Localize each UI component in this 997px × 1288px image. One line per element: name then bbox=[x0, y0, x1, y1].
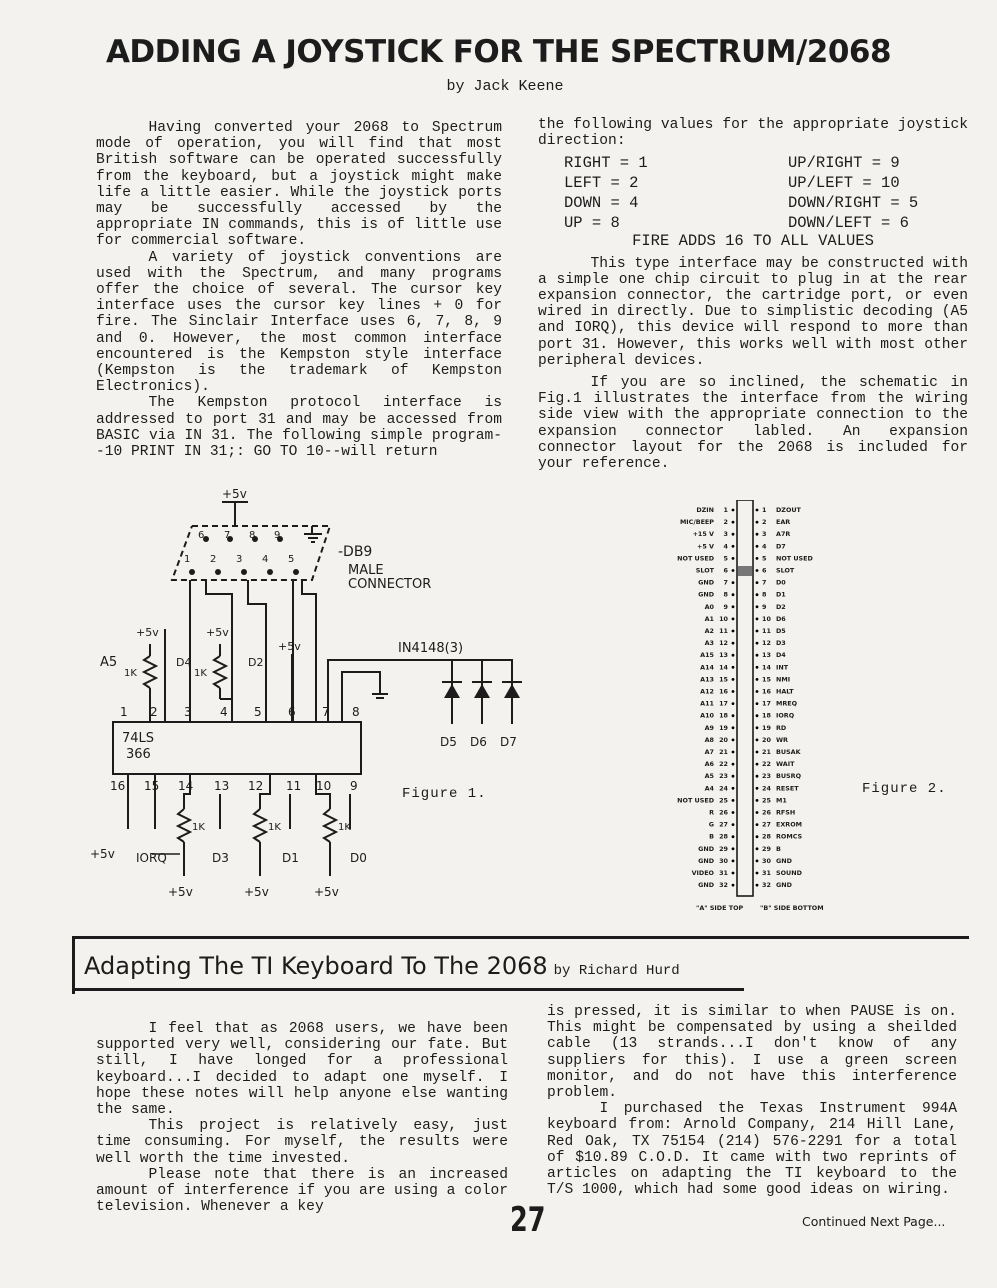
pin-number-b: 23 bbox=[762, 772, 771, 781]
pin-number-a: 10 bbox=[719, 614, 728, 623]
pin-dot bbox=[756, 714, 759, 717]
signal-label: A5 bbox=[100, 655, 118, 670]
pin-label-b: D1 bbox=[776, 590, 786, 599]
pin-number-a: 5 bbox=[723, 554, 728, 563]
pin-dot bbox=[756, 642, 759, 645]
pin-label-b: D0 bbox=[776, 578, 786, 587]
diode-output: D5 bbox=[440, 735, 457, 749]
supply-label: +5v bbox=[136, 626, 159, 639]
pin-dot bbox=[756, 823, 759, 826]
pin-dot bbox=[756, 860, 759, 863]
pin-label-b: D6 bbox=[776, 614, 786, 623]
pin-dot bbox=[756, 775, 759, 778]
pin-label-b: RESET bbox=[776, 784, 799, 793]
figure2-caption: Figure 2. bbox=[862, 781, 947, 797]
pin-dot bbox=[732, 884, 735, 887]
pin-dot bbox=[756, 569, 759, 572]
chip-pin: 3 bbox=[184, 705, 192, 719]
article1-right-column bbox=[538, 117, 968, 472]
pin-number-a: 11 bbox=[719, 627, 728, 635]
pin-number-a: 23 bbox=[719, 772, 728, 781]
pin-dot bbox=[732, 593, 735, 596]
pin-number-a: 9 bbox=[723, 602, 728, 611]
chip-name: 74LS bbox=[122, 731, 155, 746]
fire-note: FIRE ADDS 16 TO ALL VALUES bbox=[632, 232, 874, 251]
signal-label: D2 bbox=[248, 656, 264, 669]
pin-dot bbox=[732, 630, 735, 633]
chip-pin: 12 bbox=[248, 779, 264, 793]
pin-label-b: GND bbox=[776, 881, 792, 890]
pin-dot bbox=[732, 751, 735, 754]
section-rule bbox=[72, 936, 75, 994]
pin-dot bbox=[732, 726, 735, 729]
pin-number-b: 2 bbox=[762, 518, 767, 527]
paragraph: This type interface may be constructed with a simple one chip circuit to plug in at the rear expansion connector, the cartridge port, or even wired in directly. Due to simplistic decoding (A5 and IORQ), this device will respond to more than port 31. However, this works well with most other peripheral devices. bbox=[538, 255, 968, 369]
supply-label: +5v bbox=[314, 885, 339, 899]
connector-label: CONNECTOR bbox=[348, 577, 432, 592]
resistor-label: 1K bbox=[192, 822, 205, 833]
pin-number-b: 11 bbox=[762, 627, 771, 635]
pin-number-b: 6 bbox=[762, 566, 767, 575]
pin-number-a: 13 bbox=[719, 651, 728, 660]
pin-number-a: 18 bbox=[719, 711, 728, 720]
pin-number-a: 30 bbox=[719, 856, 728, 865]
chip-pin: 11 bbox=[286, 779, 302, 793]
pin-number-b: 27 bbox=[762, 820, 771, 829]
pin-number-b: 19 bbox=[762, 723, 771, 732]
pin-dot bbox=[732, 654, 735, 657]
pin-dot bbox=[732, 678, 735, 681]
signal-label: D1 bbox=[282, 851, 299, 865]
pin-label-a: VIDEO bbox=[691, 869, 714, 877]
pin-dot bbox=[732, 702, 735, 705]
pin-dot bbox=[756, 533, 759, 536]
pin-label-b: BUSRQ bbox=[776, 772, 802, 781]
chip-pin: 16 bbox=[110, 779, 126, 793]
pin-label-a: A7 bbox=[704, 748, 714, 756]
pin-label-a: R bbox=[709, 808, 714, 817]
pin-label-b: WAIT bbox=[776, 760, 795, 769]
pin-label-a: GND bbox=[698, 590, 714, 599]
pin-label-b: A7R bbox=[776, 530, 791, 539]
pin-label-a: GND bbox=[698, 844, 714, 853]
pin-number-b: 20 bbox=[762, 735, 771, 744]
resistor-label: 1K bbox=[268, 822, 281, 833]
pin-dot bbox=[732, 642, 735, 645]
pin-dot bbox=[732, 799, 735, 802]
supply-label: +5v bbox=[90, 847, 115, 861]
pin-label-a: A0 bbox=[704, 602, 714, 611]
paragraph: I purchased the Texas Instrument 994A keyboard from: Arnold Company, 214 Hill Lane, Red Oak, TX 75154 (214) 576-2291 for a total of $10.89 C.O.D. It came with two reprints of articles on adapting the TI keyboard to the T/S 1000, which had some good ideas on wiring. bbox=[547, 1101, 957, 1199]
pin-number-a: 14 bbox=[719, 663, 728, 672]
paragraph: is pressed, it is similar to when PAUSE is on. This might be compensated by using a sheilded cable (13 strands...I don't know of any suppliers for this). I use a green screen monitor, and do not have this interference problem. bbox=[547, 1004, 957, 1102]
figure1-caption: Figure 1. bbox=[402, 786, 487, 802]
pin-label-a: G bbox=[708, 820, 714, 829]
pin-dot bbox=[732, 666, 735, 669]
pin-dot bbox=[756, 847, 759, 850]
article2-header bbox=[76, 944, 776, 988]
pin-dot bbox=[732, 509, 735, 512]
direction-row: UP = 8 DOWN/LEFT = 6 bbox=[564, 214, 909, 233]
pin-dot bbox=[732, 521, 735, 524]
pin-label-b: D7 bbox=[776, 542, 786, 551]
figure1-schematic bbox=[80, 484, 560, 914]
pin-dot bbox=[732, 835, 735, 838]
pin-number-a: 22 bbox=[719, 760, 728, 769]
chip-pin: 1 bbox=[120, 705, 128, 719]
pin-number-b: 32 bbox=[762, 881, 771, 890]
chip-pin: 2 bbox=[150, 705, 158, 719]
pin-label-a: +15 V bbox=[692, 530, 714, 539]
paragraph: Please note that there is an increased amount of interference if you are using a color television. Whenever a key bbox=[96, 1166, 508, 1216]
pin-label-b: NOT USED bbox=[776, 554, 813, 563]
pin-label-a: A3 bbox=[704, 639, 714, 648]
supply-label: +5v bbox=[244, 885, 269, 899]
pin-label-b: INT bbox=[776, 663, 789, 672]
supply-label: +5v bbox=[168, 885, 193, 899]
pin-number-b: 22 bbox=[762, 760, 771, 769]
pin-dot bbox=[756, 654, 759, 657]
figure2-connector-layout bbox=[640, 500, 850, 924]
pin-dot bbox=[756, 884, 759, 887]
supply-label: +5v bbox=[222, 487, 247, 501]
pin-number-b: 24 bbox=[762, 784, 771, 793]
chip-pin: 8 bbox=[352, 705, 360, 719]
pin-label-b: EXROM bbox=[776, 820, 803, 829]
pin-label-a: B bbox=[709, 832, 714, 841]
pin-number-b: 31 bbox=[762, 869, 771, 877]
pin-label-b: MREQ bbox=[776, 699, 798, 708]
pin-dot bbox=[732, 545, 735, 548]
connector-label: MALE bbox=[348, 563, 384, 578]
db9-pin-label: 3 bbox=[236, 554, 243, 565]
pin-dot bbox=[732, 569, 735, 572]
paragraph: The Kempston protocol interface is addressed to port 31 and may be accessed from BASIC via IN 31. The following simple program--10 PRINT IN 31;: GO TO 10--will return bbox=[96, 395, 502, 461]
chip-pin: 13 bbox=[214, 779, 230, 793]
pin-number-a: 6 bbox=[723, 566, 728, 575]
db9-pin-label: 7 bbox=[224, 530, 231, 541]
pin-label-b: B bbox=[776, 844, 781, 853]
db9-pin-label: 9 bbox=[274, 530, 281, 541]
pin-number-b: 17 bbox=[762, 699, 771, 708]
db9-pin-label: 8 bbox=[249, 530, 256, 541]
pin-dot bbox=[756, 726, 759, 729]
pin-label-a: +5 V bbox=[697, 542, 714, 551]
chip-pin: 7 bbox=[322, 705, 330, 719]
signal-label: D4 bbox=[176, 656, 192, 669]
pin-dot bbox=[756, 811, 759, 814]
chip-pin: 9 bbox=[350, 779, 358, 793]
pin-label-a: NOT USED bbox=[677, 554, 714, 563]
pin-label-a: A4 bbox=[704, 784, 714, 793]
pin-dot bbox=[756, 702, 759, 705]
article2-title: Adapting The TI Keyboard To The 2068 by Richard Hurd bbox=[84, 952, 680, 980]
chip-pin: 14 bbox=[178, 779, 194, 793]
pin-label-b: ROMCS bbox=[776, 832, 803, 841]
direction-row: DOWN = 4 DOWN/RIGHT = 5 bbox=[564, 194, 919, 213]
chip-pin: 15 bbox=[144, 779, 160, 793]
pin-dot bbox=[756, 678, 759, 681]
pin-dot bbox=[756, 751, 759, 754]
pin-number-a: 21 bbox=[719, 748, 728, 756]
pin-number-b: 1 bbox=[762, 506, 767, 514]
section-rule bbox=[72, 936, 969, 939]
pin-label-b: M1 bbox=[776, 796, 787, 805]
direction-table bbox=[538, 153, 968, 233]
article2-right-column bbox=[547, 1004, 957, 1198]
article2-left-column bbox=[96, 1021, 508, 1215]
supply-label: +5v bbox=[278, 640, 301, 653]
pin-number-a: 16 bbox=[719, 687, 728, 696]
paragraph: I feel that as 2068 users, we have been supported very well, considering our fate. But still, I have longed for a professional keyboard...I decided to adapt one myself. I hope these notes will help anyone else wanting the same. bbox=[96, 1021, 508, 1119]
signal-label: IORQ bbox=[136, 851, 167, 865]
resistor-label: 1K bbox=[124, 668, 137, 679]
pin-dot bbox=[756, 593, 759, 596]
pin-dot bbox=[756, 605, 759, 608]
paragraph: the following values for the appropriate joystick direction: bbox=[538, 117, 968, 150]
pin-dot bbox=[756, 618, 759, 621]
chip-pin: 4 bbox=[220, 705, 228, 719]
pin-dot bbox=[732, 581, 735, 584]
pin-dot bbox=[756, 690, 759, 693]
resistor-label: 1K bbox=[338, 822, 351, 833]
pin-number-b: 28 bbox=[762, 832, 771, 841]
supply-label: +5v bbox=[206, 626, 229, 639]
pin-dot bbox=[756, 630, 759, 633]
pin-number-a: 26 bbox=[719, 808, 728, 817]
pin-label-b: D3 bbox=[776, 639, 786, 648]
diode-output: D7 bbox=[500, 735, 517, 749]
pin-dot bbox=[756, 521, 759, 524]
pin-number-a: 29 bbox=[719, 844, 728, 853]
section-rule bbox=[72, 988, 744, 991]
pin-label-a: NOT USED bbox=[677, 796, 714, 805]
pin-number-b: 13 bbox=[762, 651, 771, 660]
article-title: ADDING A JOYSTICK FOR THE SPECTRUM/2068 bbox=[105, 34, 892, 70]
pin-number-a: 20 bbox=[719, 735, 728, 744]
pin-label-b: D2 bbox=[776, 602, 786, 611]
pin-number-b: 30 bbox=[762, 856, 771, 865]
pin-label-a: A14 bbox=[700, 663, 714, 672]
pin-number-a: 12 bbox=[719, 639, 728, 648]
db9-pin-label: 4 bbox=[262, 554, 269, 565]
pin-number-b: 16 bbox=[762, 687, 771, 696]
db9-pin-label: 6 bbox=[198, 530, 205, 541]
article-byline: by Jack Keene bbox=[446, 78, 564, 95]
pin-label-b: IORQ bbox=[776, 711, 795, 720]
pin-label-a: GND bbox=[698, 578, 714, 587]
side-b-label: "B" SIDE BOTTOM bbox=[760, 904, 824, 912]
pin-dot bbox=[732, 787, 735, 790]
pin-dot bbox=[756, 557, 759, 560]
pin-label-a: GND bbox=[698, 881, 714, 890]
pin-dot bbox=[732, 872, 735, 875]
pin-dot bbox=[732, 557, 735, 560]
pin-number-b: 21 bbox=[762, 748, 771, 756]
diode-label: IN4148(3) bbox=[398, 641, 464, 656]
pin-label-b: SLOT bbox=[776, 566, 795, 575]
pin-dot bbox=[756, 763, 759, 766]
direction-row: RIGHT = 1 UP/RIGHT = 9 bbox=[564, 154, 900, 173]
pin-number-a: 15 bbox=[719, 675, 728, 684]
pin-number-a: 25 bbox=[719, 796, 728, 805]
pin-label-b: GND bbox=[776, 856, 792, 865]
pin-number-a: 2 bbox=[723, 518, 728, 527]
signal-label: D3 bbox=[212, 851, 229, 865]
paragraph: If you are so inclined, the schematic in Fig.1 illustrates the interface from the wiring side view with the appropriate connection to the expansion connector labled. An expansion connector layout for the 2068 is included for your reference. bbox=[538, 375, 968, 473]
pin-label-b: HALT bbox=[776, 687, 794, 696]
pin-number-a: 1 bbox=[723, 506, 728, 514]
chip-pin: 6 bbox=[288, 705, 296, 719]
pin-dot bbox=[756, 666, 759, 669]
pin-label-b: WR bbox=[776, 735, 788, 744]
pin-label-a: A5 bbox=[704, 772, 714, 781]
pin-dot bbox=[756, 835, 759, 838]
pin-label-a: A15 bbox=[700, 651, 714, 660]
paragraph: A variety of joystick conventions are used with the Spectrum, and many programs offer the choice of several. The cursor key interface uses the cursor key lines + 0 for fire. The Sinclair Interface uses 6, 7, 8, 9 and 0. However, the most common interface encountered is the Kempston style interface (Kempston is the trademark of Kempston Electronics). bbox=[96, 249, 502, 396]
pin-label-b: DZOUT bbox=[776, 506, 801, 514]
pin-label-b: RD bbox=[776, 723, 787, 732]
pin-number-a: 17 bbox=[719, 699, 728, 708]
pin-dot bbox=[732, 533, 735, 536]
db9-pin-label: 5 bbox=[288, 554, 295, 565]
chip-number: 366 bbox=[126, 747, 151, 762]
pin-dot bbox=[756, 739, 759, 742]
pin-label-b: D4 bbox=[776, 651, 786, 660]
pin-label-b: NMI bbox=[776, 675, 791, 684]
pin-number-a: 24 bbox=[719, 784, 728, 793]
pin-dot bbox=[756, 787, 759, 790]
pin-number-a: 7 bbox=[723, 578, 728, 587]
diode-output: D6 bbox=[470, 735, 487, 749]
pin-label-b: SOUND bbox=[776, 869, 802, 877]
pin-dot bbox=[732, 860, 735, 863]
pin-number-b: 5 bbox=[762, 554, 767, 563]
pin-number-b: 9 bbox=[762, 602, 767, 611]
pin-label-a: A1 bbox=[704, 614, 714, 623]
pin-dot bbox=[732, 847, 735, 850]
pin-number-b: 15 bbox=[762, 675, 771, 684]
pin-label-a: A10 bbox=[700, 711, 714, 720]
pin-label-a: A11 bbox=[700, 699, 714, 708]
pin-number-a: 19 bbox=[719, 723, 728, 732]
db9-pin-label: 2 bbox=[210, 554, 217, 565]
pin-number-b: 3 bbox=[762, 530, 767, 539]
pin-number-b: 4 bbox=[762, 542, 767, 551]
article2-byline: by Richard Hurd bbox=[553, 963, 680, 979]
pin-dot bbox=[732, 739, 735, 742]
pin-number-b: 8 bbox=[762, 590, 767, 599]
pin-number-a: 32 bbox=[719, 881, 728, 890]
connector-label: -DB9 bbox=[338, 544, 373, 560]
pin-number-b: 26 bbox=[762, 808, 771, 817]
pin-label-a: SLOT bbox=[695, 566, 714, 575]
resistor-label: 1K bbox=[194, 668, 207, 679]
pin-dot bbox=[732, 714, 735, 717]
pin-dot bbox=[732, 763, 735, 766]
pin-label-a: A2 bbox=[704, 627, 714, 635]
pin-label-a: A12 bbox=[700, 687, 714, 696]
pin-dot bbox=[732, 811, 735, 814]
pin-number-b: 14 bbox=[762, 663, 771, 672]
pin-dot bbox=[756, 581, 759, 584]
pin-number-a: 27 bbox=[719, 820, 728, 829]
pin-number-a: 3 bbox=[723, 530, 728, 539]
db9-pin-label: 1 bbox=[184, 554, 191, 565]
page-number: 27 bbox=[510, 1200, 546, 1240]
pin-number-b: 10 bbox=[762, 614, 771, 623]
pin-label-a: GND bbox=[698, 856, 714, 865]
pin-number-a: 8 bbox=[723, 590, 728, 599]
pin-label-a: A8 bbox=[704, 735, 714, 744]
pin-number-b: 12 bbox=[762, 639, 771, 648]
chip-pin: 10 bbox=[316, 779, 332, 793]
pin-number-b: 18 bbox=[762, 711, 771, 720]
pin-label-a: A9 bbox=[704, 723, 714, 732]
pin-label-a: MIC/BEEP bbox=[679, 518, 714, 527]
paragraph: Having converted your 2068 to Spectrum mode of operation, you will find that most British software can be operated successfully from the keyboard, but a joystick might make life a little easier. While the joystick ports may be successfully accessed by the appropriate IN commands, this is of little use for commercial software. bbox=[96, 120, 502, 250]
pin-dot bbox=[732, 775, 735, 778]
pin-dot bbox=[732, 690, 735, 693]
pin-number-a: 4 bbox=[723, 542, 728, 551]
pin-label-b: BUSAK bbox=[776, 748, 801, 756]
direction-row: LEFT = 2 UP/LEFT = 10 bbox=[564, 174, 900, 193]
pin-label-a: DZIN bbox=[696, 506, 714, 514]
pin-dot bbox=[756, 872, 759, 875]
article1-left-column bbox=[96, 120, 502, 460]
signal-label: D0 bbox=[350, 851, 367, 865]
pin-label-a: A13 bbox=[700, 675, 714, 684]
pin-dot bbox=[756, 799, 759, 802]
pin-number-a: 31 bbox=[719, 869, 728, 877]
paragraph: This project is relatively easy, just time consuming. For myself, the results were well worth the time invested. bbox=[96, 1118, 508, 1167]
pin-dot bbox=[756, 509, 759, 512]
pin-number-b: 25 bbox=[762, 796, 771, 805]
pin-label-b: RFSH bbox=[776, 808, 796, 817]
pin-number-b: 29 bbox=[762, 844, 771, 853]
pin-dot bbox=[732, 823, 735, 826]
pin-dot bbox=[756, 545, 759, 548]
side-a-label: "A" SIDE TOP bbox=[696, 904, 744, 912]
pin-number-a: 28 bbox=[719, 832, 728, 841]
pin-dot bbox=[732, 605, 735, 608]
pin-label-b: D5 bbox=[776, 627, 786, 635]
pin-number-b: 7 bbox=[762, 578, 767, 587]
continued-note: Continued Next Page... bbox=[802, 1214, 946, 1229]
chip-pin: 5 bbox=[254, 705, 262, 719]
pin-label-a: A6 bbox=[704, 760, 714, 769]
pin-label-b: EAR bbox=[776, 518, 791, 527]
pin-dot bbox=[732, 618, 735, 621]
